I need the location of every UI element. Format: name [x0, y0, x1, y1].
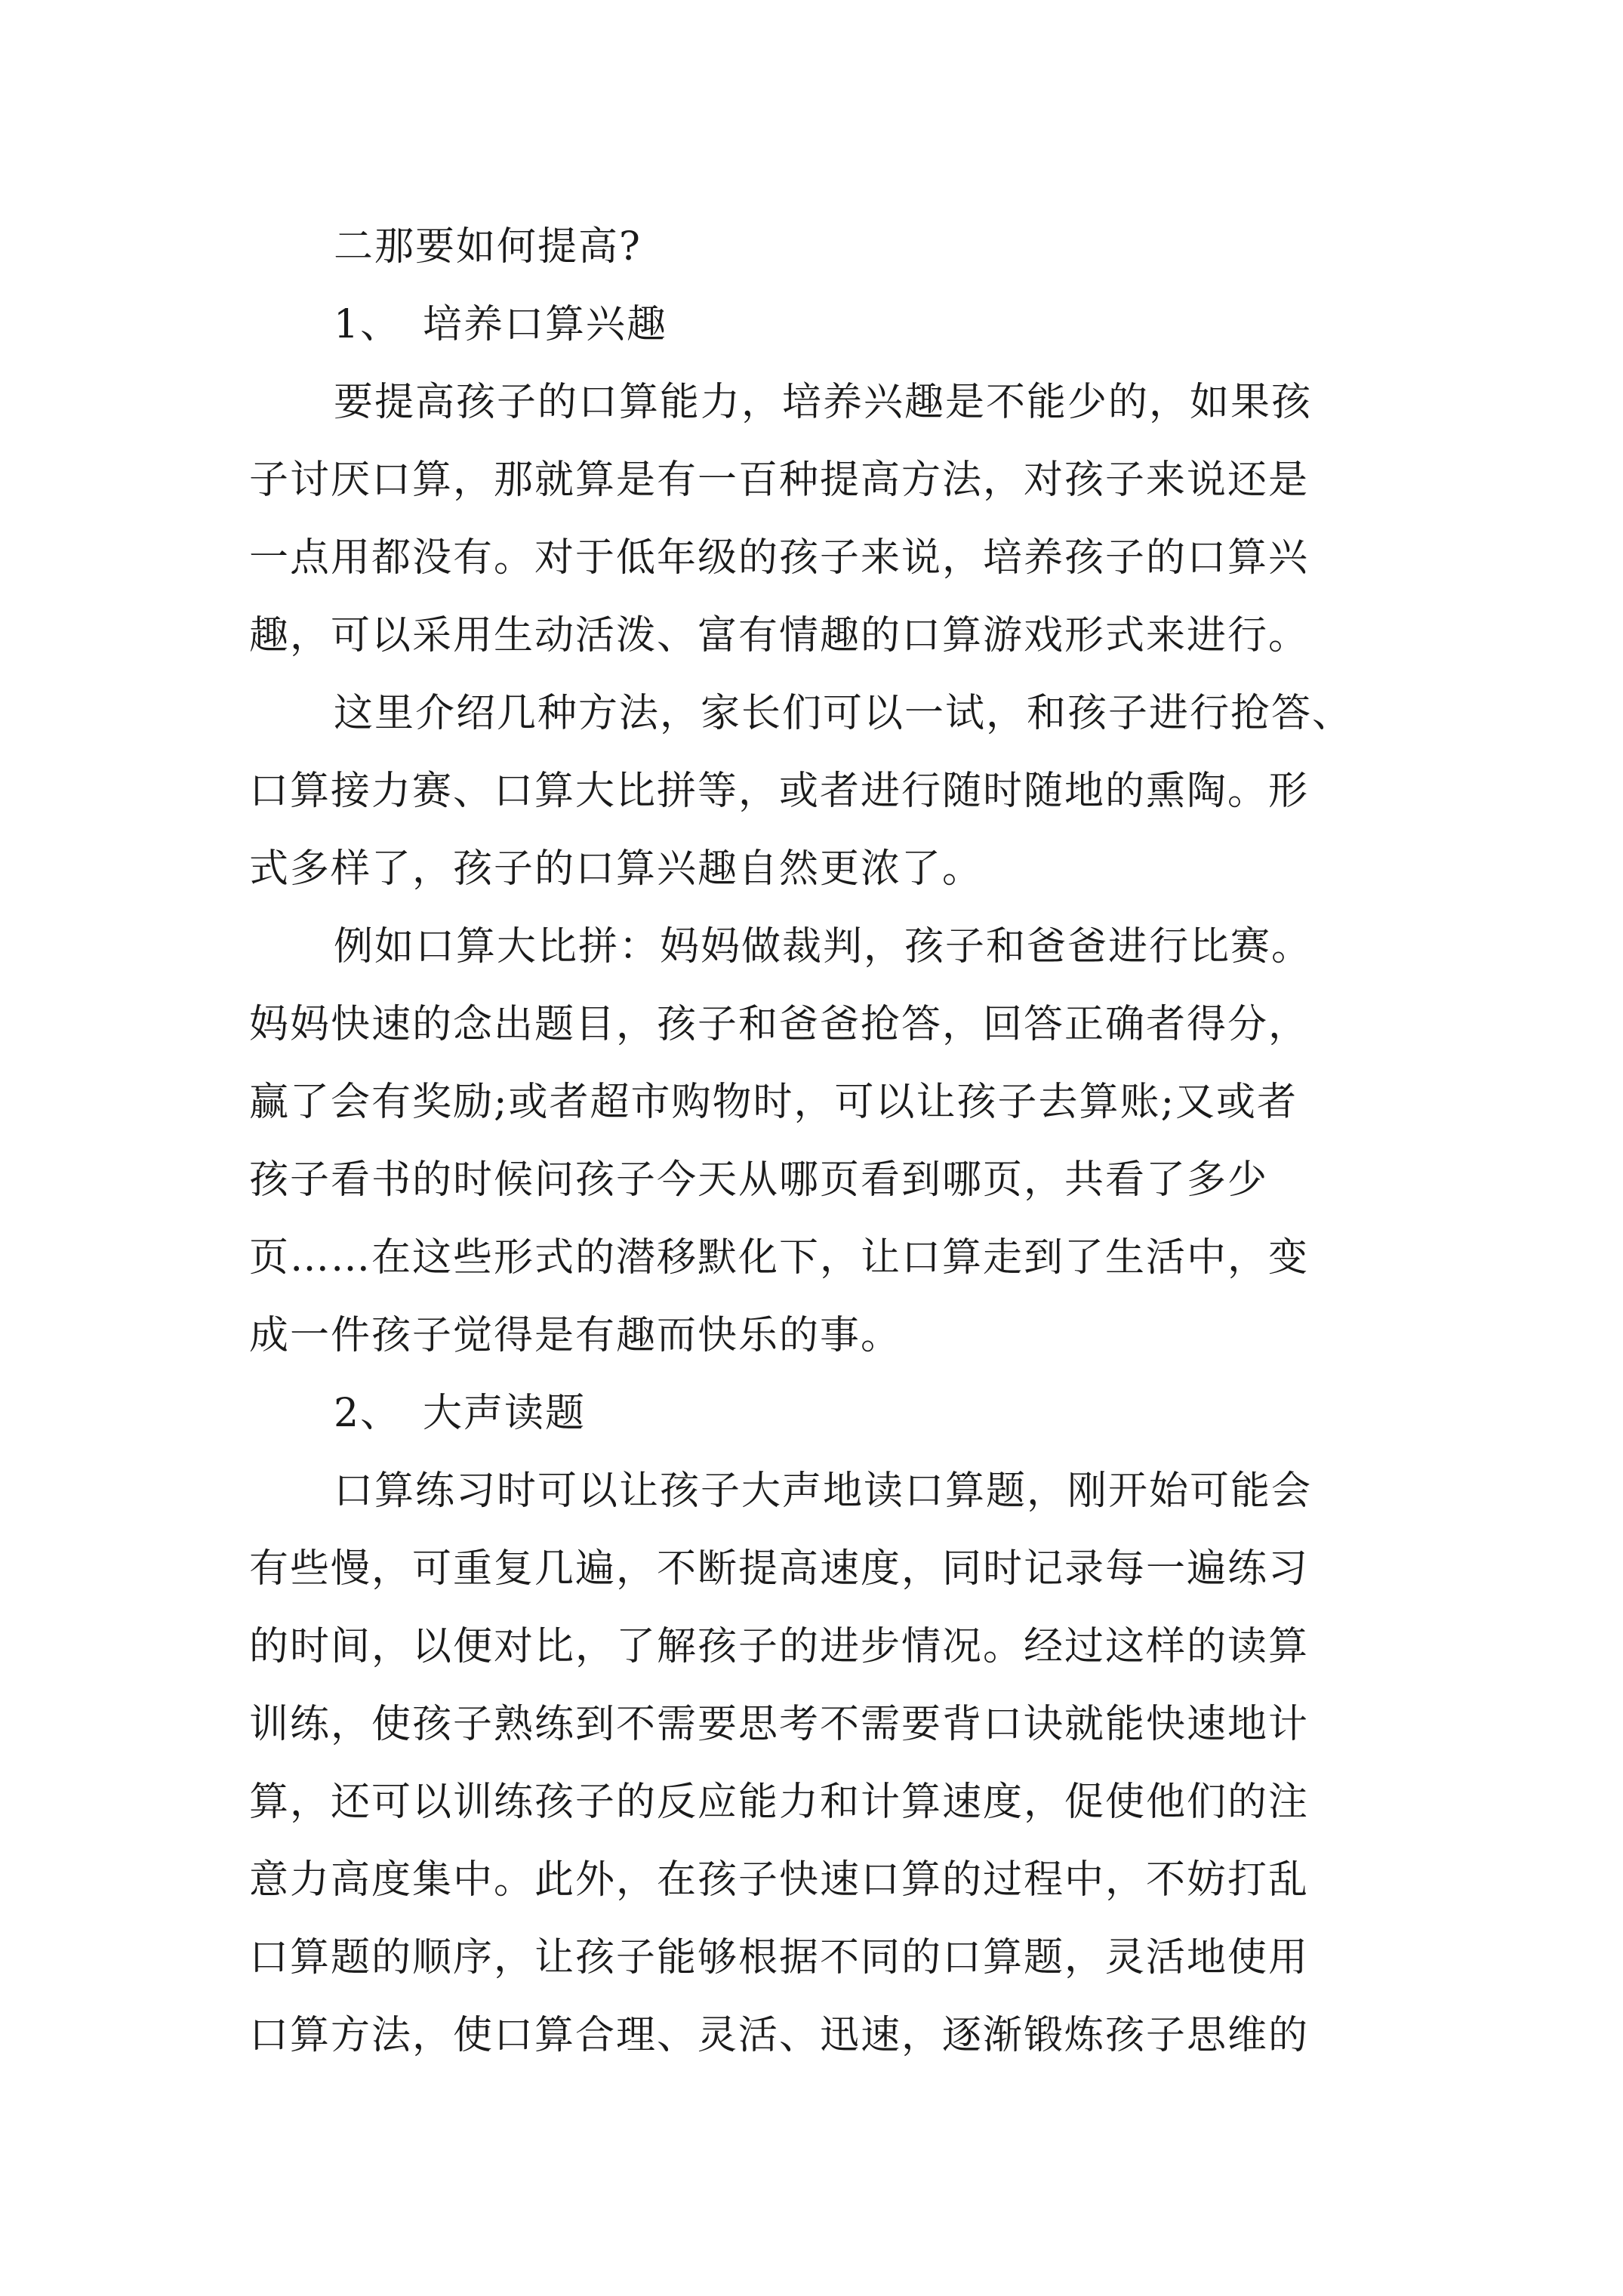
- paragraph-line: 口算题的顺序，让孩子能够根据不同的口算题，灵活地使用: [249, 1935, 1310, 1980]
- paragraph-line: 口算接力赛、口算大比拼等，或者进行随时随地的熏陶。形: [249, 769, 1310, 814]
- paragraph-line: 意力高度集中。此外，在孩子快速口算的过程中，不妨打乱: [249, 1857, 1310, 1903]
- paragraph-line: 成一件孩子觉得是有趣而快乐的事。: [249, 1313, 902, 1358]
- paragraph-line: 式多样了，孩子的口算兴趣自然更浓了。: [249, 846, 984, 892]
- paragraph-line: 口算方法，使口算合理、灵活、迅速，逐渐锻炼孩子思维的: [249, 2013, 1310, 2058]
- paragraph-line: 页……在这些形式的潜移默化下，让口算走到了生活中，变: [249, 1235, 1310, 1281]
- paragraph-line: 的时间，以便对比，了解孩子的进步情况。经过这样的读算: [249, 1624, 1310, 1669]
- paragraph-line: 这里介绍几种方法，家长们可以一试，和孩子进行抢答、: [334, 691, 1354, 736]
- paragraph-line: 训练，使孩子熟练到不需要思考不需要背口诀就能快速地计: [249, 1702, 1310, 1747]
- section-heading-1: [249, 286, 1397, 364]
- paragraph-line: 赢了会有奖励;或者超市购物时，可以让孩子去算账;又或者: [249, 1080, 1298, 1125]
- paragraph-line: 妈妈快速的念出题目，孩子和爸爸抢答，回答正确者得分，: [249, 1002, 1310, 1047]
- paragraph-line: 要提高孩子的口算能力，培养兴趣是不能少的，如果孩: [334, 380, 1313, 425]
- paragraph-line: 有些慢，可重复几遍，不断提高速度，同时记录每一遍练习: [249, 1546, 1310, 1592]
- section-number-1: 1、: [334, 302, 402, 347]
- paragraph-line: 一点用都没有。对于低年级的孩子来说，培养孩子的口算兴: [249, 535, 1310, 581]
- paragraph-1: [249, 364, 1397, 675]
- paragraph-3: [249, 908, 1397, 1375]
- paragraph-line: 口算练习时可以让孩子大声地读口算题，刚开始可能会: [334, 1469, 1313, 1514]
- document-body: [249, 208, 1397, 2075]
- paragraph-4: [249, 1453, 1397, 2075]
- paragraph-2: [249, 675, 1397, 908]
- main-heading: 二那要如何提高?: [334, 224, 642, 270]
- section-title-1: 培养口算兴趣: [423, 302, 668, 347]
- paragraph-line: 趣，可以采用生动活泼、富有情趣的口算游戏形式来进行。: [249, 613, 1310, 658]
- paragraph-line: 孩子看书的时候问孩子今天从哪页看到哪页，共看了多少: [249, 1157, 1269, 1203]
- section-heading-2: [249, 1375, 1397, 1453]
- paragraph-line: 子讨厌口算，那就算是有一百种提高方法，对孩子来说还是: [249, 458, 1310, 503]
- paragraph-line: 例如口算大比拼：妈妈做裁判，孩子和爸爸进行比赛。: [334, 924, 1313, 969]
- section-number-2: 2、: [334, 1391, 402, 1436]
- paragraph-line: 算，还可以训练孩子的反应能力和计算速度，促使他们的注: [249, 1780, 1310, 1825]
- section-title-2: 大声读题: [423, 1391, 587, 1436]
